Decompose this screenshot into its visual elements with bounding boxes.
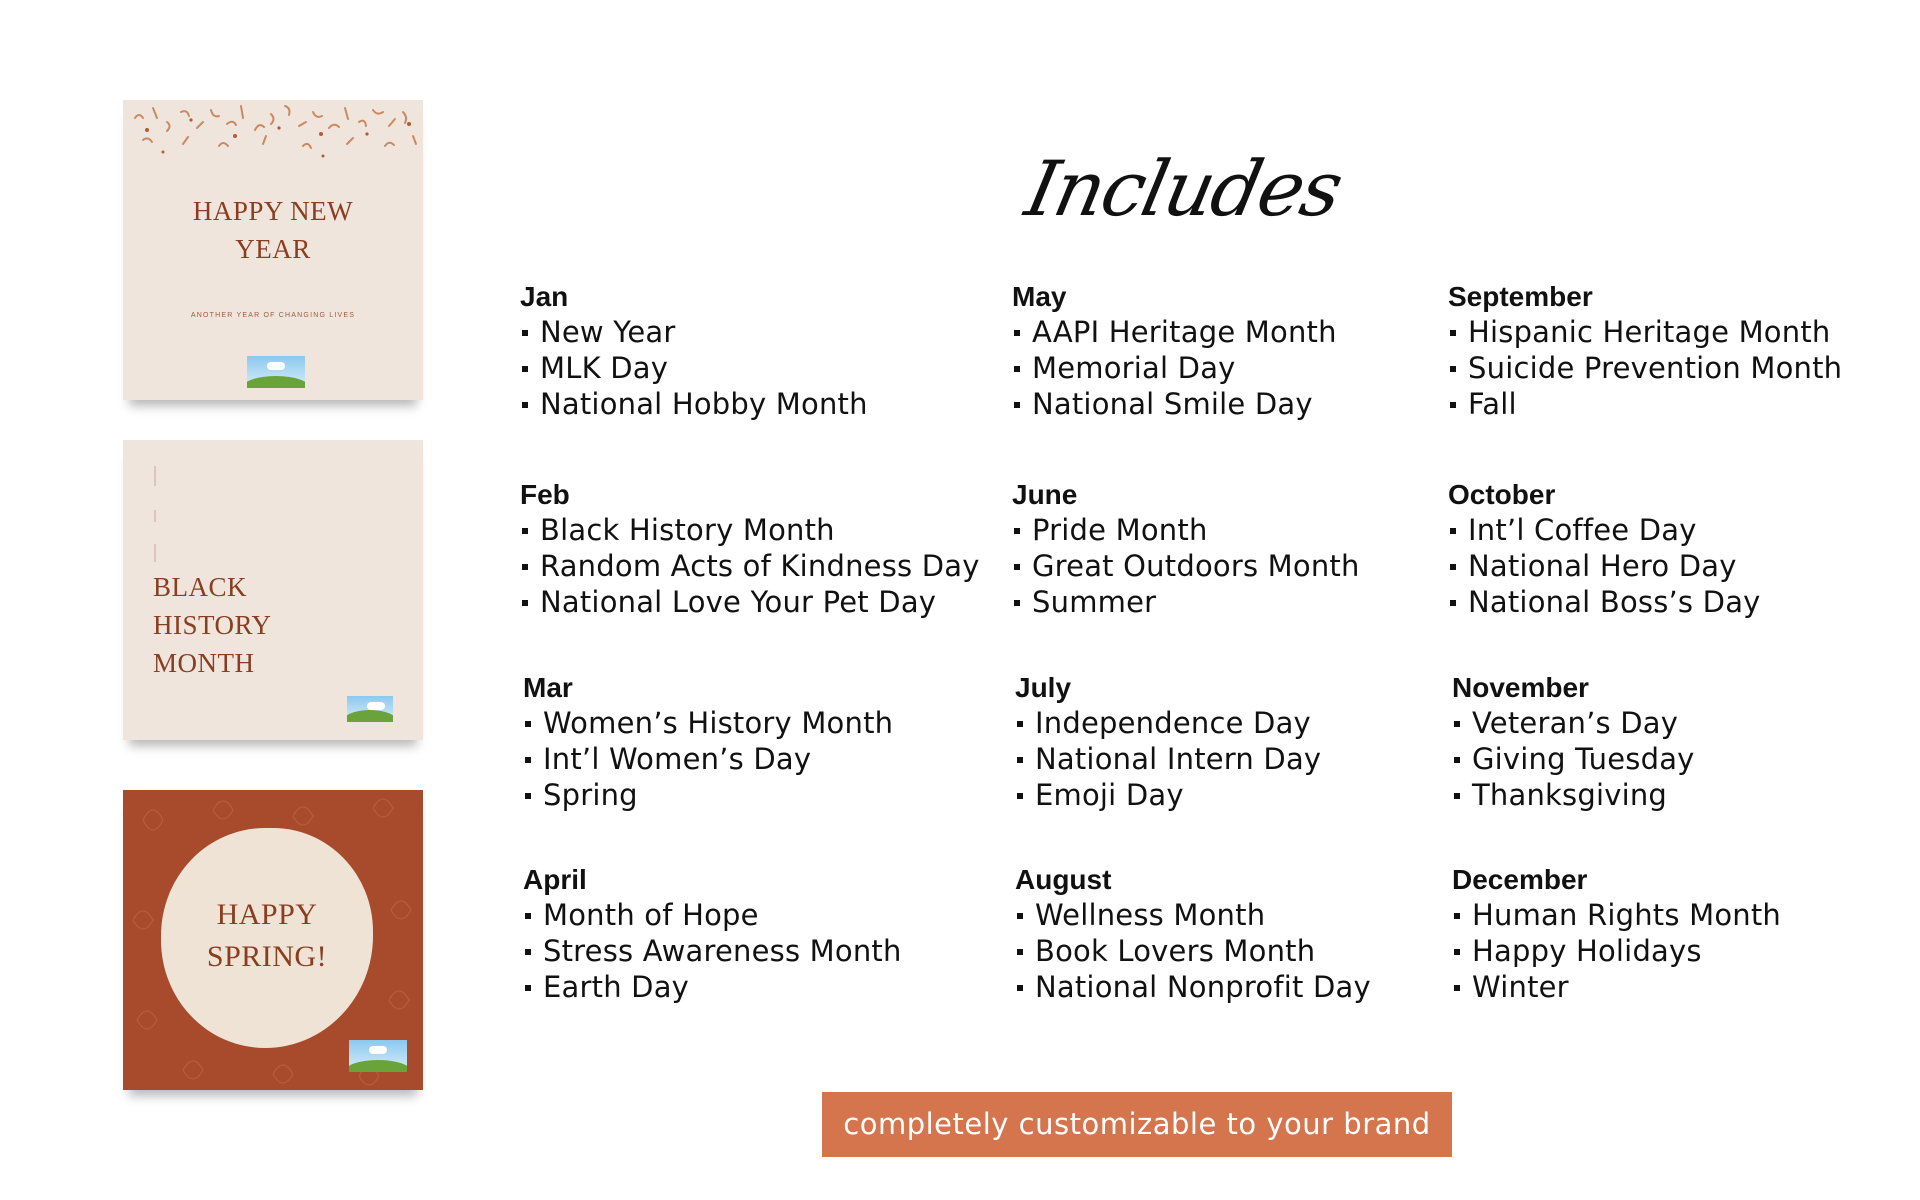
occasion-item: Fall <box>1448 386 1842 422</box>
occasion-item: New Year <box>520 314 868 350</box>
month-name: August <box>1015 864 1112 895</box>
occasion-item: Winter <box>1452 969 1781 1005</box>
occasion-item: Summer <box>1012 584 1360 620</box>
month-name: April <box>523 864 587 895</box>
month-name: May <box>1012 281 1067 312</box>
month-block <box>523 671 893 813</box>
month-block <box>1012 280 1337 422</box>
occasion-item: AAPI Heritage Month <box>1012 314 1337 350</box>
occasion-item: Black History Month <box>520 512 980 548</box>
occasion-item: Veteran’s Day <box>1452 705 1695 741</box>
month-name: November <box>1452 672 1589 703</box>
occasion-item: Great Outdoors Month <box>1012 548 1360 584</box>
occasion-item: Thanksgiving <box>1452 777 1695 813</box>
occasion-item: National Nonprofit Day <box>1015 969 1371 1005</box>
month-block <box>1452 671 1695 813</box>
month-name: September <box>1448 281 1593 312</box>
card-title: HAPPY SPRING! <box>206 898 328 973</box>
occasion-item: Book Lovers Month <box>1015 933 1371 969</box>
card-subtitle: ANOTHER YEAR OF CHANGING LIVES <box>190 312 356 319</box>
occasion-item: Int’l Women’s Day <box>523 741 893 777</box>
occasion-item: Suicide Prevention Month <box>1448 350 1842 386</box>
month-name: Jan <box>520 281 569 312</box>
vertical-decoration <box>151 462 159 562</box>
occasion-item: MLK Day <box>520 350 868 386</box>
occasion-item: National Hobby Month <box>520 386 868 422</box>
confetti-decoration <box>123 100 423 170</box>
month-name: June <box>1012 479 1078 510</box>
occasion-item: Happy Holidays <box>1452 933 1781 969</box>
occasion-item: Memorial Day <box>1012 350 1337 386</box>
includes-heading: Includes <box>1018 144 1349 233</box>
month-name: October <box>1448 479 1556 510</box>
occasion-item: Spring <box>523 777 893 813</box>
month-block <box>1015 671 1321 813</box>
image-placeholder-icon <box>247 356 305 388</box>
card-title: BLACK HISTORY MONTH <box>153 572 272 678</box>
month-block <box>1452 863 1781 1005</box>
month-block <box>1448 280 1842 422</box>
occasion-item: Stress Awareness Month <box>523 933 902 969</box>
occasion-list <box>520 314 868 422</box>
occasion-list <box>523 705 893 813</box>
month-name: July <box>1015 672 1072 703</box>
thumbnail-happy-spring <box>123 790 423 1090</box>
occasion-item: Independence Day <box>1015 705 1321 741</box>
image-placeholder-icon <box>347 696 393 722</box>
occasion-item: National Hero Day <box>1448 548 1761 584</box>
month-block <box>523 863 902 1005</box>
occasion-list <box>1012 314 1337 422</box>
month-block <box>520 478 980 620</box>
occasion-item: National Boss’s Day <box>1448 584 1761 620</box>
month-block <box>1012 478 1360 620</box>
month-block <box>1015 863 1371 1005</box>
thumbnail-happy-new-year <box>123 100 423 400</box>
occasion-item: Earth Day <box>523 969 902 1005</box>
month-name: December <box>1452 864 1588 895</box>
occasion-item: Int’l Coffee Day <box>1448 512 1761 548</box>
occasion-item: National Intern Day <box>1015 741 1321 777</box>
card-title: HAPPY NEW YEAR <box>192 196 354 264</box>
occasion-item: Random Acts of Kindness Day <box>520 548 980 584</box>
occasion-list <box>1448 314 1842 422</box>
month-block <box>1448 478 1761 620</box>
occasion-item: Wellness Month <box>1015 897 1371 933</box>
occasion-list <box>1448 512 1761 620</box>
month-name: Mar <box>523 672 573 703</box>
occasion-list <box>523 897 902 1005</box>
occasion-list <box>1015 897 1371 1005</box>
occasion-item: Hispanic Heritage Month <box>1448 314 1842 350</box>
customizable-banner: completely customizable to your brand <box>822 1092 1452 1157</box>
occasion-item: Month of Hope <box>523 897 902 933</box>
month-name: Feb <box>520 479 570 510</box>
occasion-item: National Love Your Pet Day <box>520 584 980 620</box>
occasion-list <box>1012 512 1360 620</box>
occasion-item: Women’s History Month <box>523 705 893 741</box>
thumbnail-black-history-month <box>123 440 423 740</box>
month-block <box>520 280 868 422</box>
occasion-list <box>1015 705 1321 813</box>
occasion-list <box>1452 897 1781 1005</box>
occasion-item: National Smile Day <box>1012 386 1337 422</box>
occasion-list <box>520 512 980 620</box>
occasion-list <box>1452 705 1695 813</box>
occasion-item: Giving Tuesday <box>1452 741 1695 777</box>
occasion-item: Human Rights Month <box>1452 897 1781 933</box>
occasion-item: Emoji Day <box>1015 777 1321 813</box>
occasion-item: Pride Month <box>1012 512 1360 548</box>
image-placeholder-icon <box>349 1040 407 1072</box>
